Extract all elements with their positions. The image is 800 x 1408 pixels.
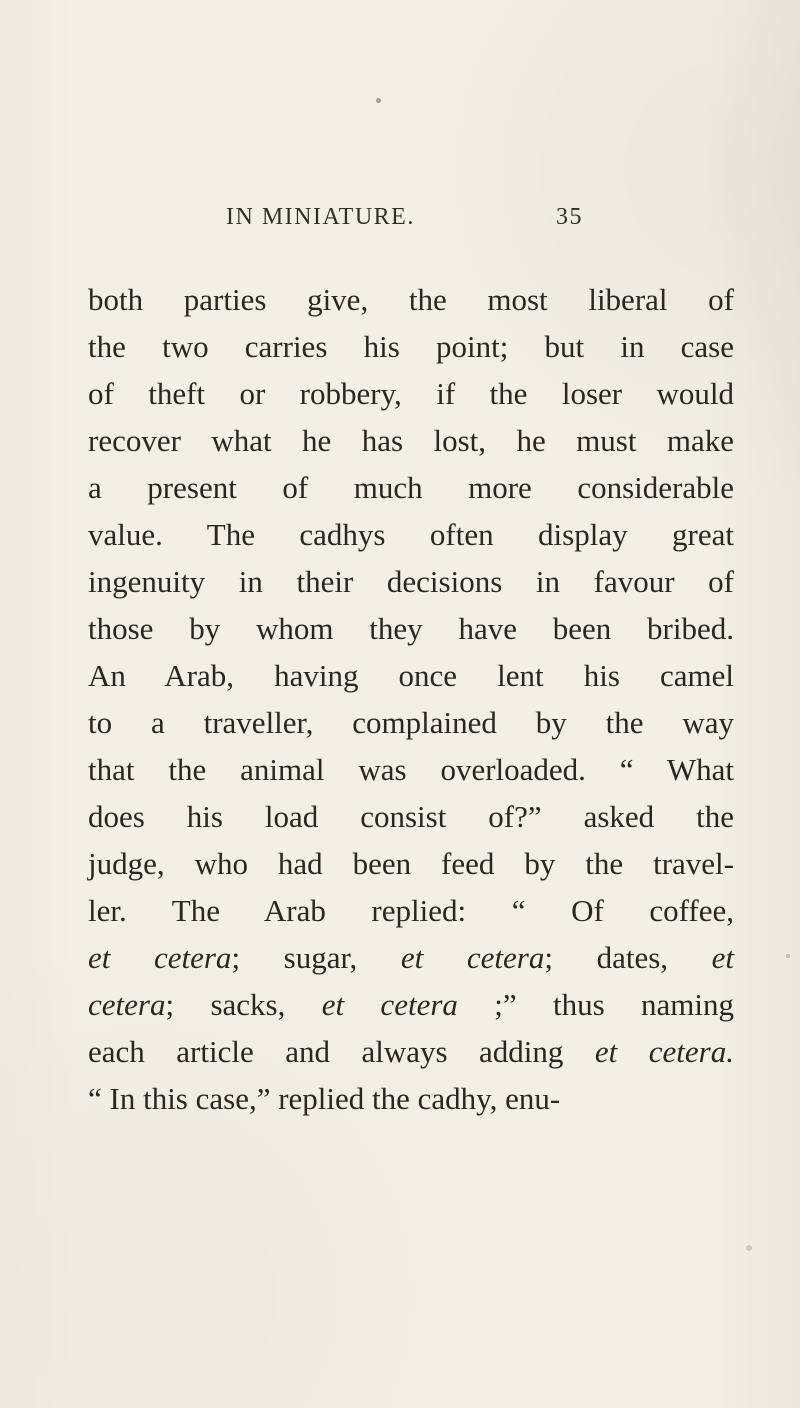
italic-text: et cetera (88, 940, 232, 975)
text-line (88, 840, 734, 887)
text-line (88, 652, 734, 699)
paper-speck (746, 1245, 752, 1251)
running-header (226, 202, 583, 232)
text-segment: ;” thus naming (457, 987, 734, 1022)
paper-speck (376, 98, 381, 103)
italic-text: et cetera (321, 987, 458, 1022)
text-segment: An Arab, having once lent his camel (88, 658, 734, 693)
text-segment: both parties give, the most liberal of (88, 282, 734, 317)
text-line (88, 511, 734, 558)
text-segment: of theft or robbery, if the loser would (88, 376, 734, 411)
text-segment: each article and always adding (88, 1034, 595, 1069)
text-line (88, 1028, 734, 1075)
text-line (88, 558, 734, 605)
text-segment: the two carries his point; but in case (88, 329, 734, 364)
text-segment: ; sacks, (165, 987, 322, 1022)
italic-text: cetera (88, 987, 166, 1022)
page-number: 35 (556, 204, 583, 230)
text-segment: ingenuity in their decisions in favour of (88, 564, 734, 599)
italic-text: et cetera. (594, 1034, 734, 1069)
text-segment: that the animal was overloaded. “ What (88, 752, 734, 787)
paper-speck (786, 954, 790, 958)
text-line (88, 276, 734, 323)
text-line (88, 981, 734, 1028)
text-segment: ; dates, (544, 940, 712, 975)
text-line (88, 934, 734, 981)
text-line (88, 323, 734, 370)
text-segment: to a traveller, complained by the way (88, 705, 734, 740)
running-head-title: IN MINIATURE. (226, 204, 415, 230)
italic-text: et (711, 940, 735, 975)
text-segment: “ In this case,” replied the cadhy, enu- (88, 1081, 561, 1116)
text-line (88, 887, 734, 934)
text-line (88, 1075, 734, 1122)
text-line (88, 417, 734, 464)
italic-text: et cetera (400, 940, 545, 975)
text-line (88, 605, 734, 652)
text-segment: does his load consist of?” asked the (88, 799, 734, 834)
text-segment: ler. The Arab replied: “ Of coffee, (88, 893, 734, 928)
text-segment: those by whom they have been bribed. (88, 611, 734, 646)
text-line (88, 793, 734, 840)
text-segment: a present of much more considerable (88, 470, 734, 505)
text-segment: ; sugar, (231, 940, 401, 975)
text-line (88, 464, 734, 511)
text-segment: recover what he has lost, he must make (88, 423, 734, 458)
body-text (88, 276, 734, 1122)
text-line (88, 370, 734, 417)
text-segment: judge, who had been feed by the travel- (88, 846, 734, 881)
text-line (88, 699, 734, 746)
text-line (88, 746, 734, 793)
text-segment: value. The cadhys often display great (88, 517, 734, 552)
